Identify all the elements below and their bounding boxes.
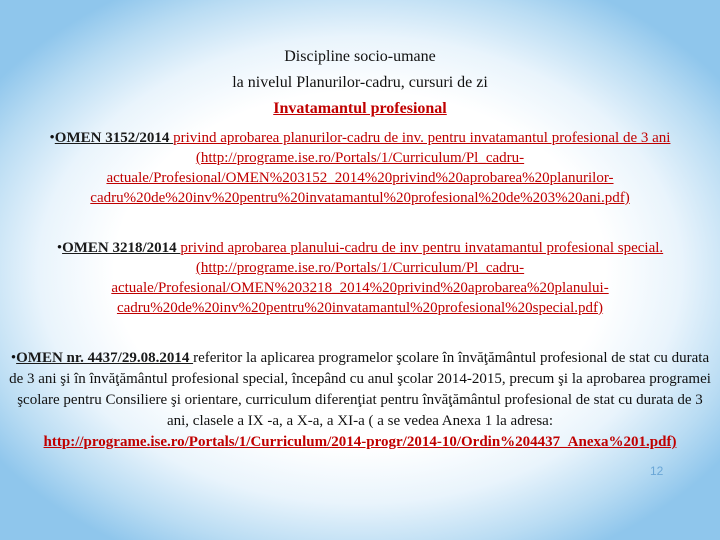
slide-title: [0, 44, 720, 122]
order-description: referitor la aplicarea programelor şcolare în învăţământul profesional de stat cu durata de 3 ani şi în învăţământul profesional special, începând cu anul şcolar 2014-2015, precum şi la aprobarea programei şcolare pentru Consiliere şi orientare, curriculum diferenţiat pentru învăţământul profesional de stat cu durata de 3 ani, clasele a IX -a, a X-a, a XI-a ( a se vedea Anexa 1 la adresa:: [9, 350, 711, 429]
bullet: •: [49, 130, 55, 146]
title-line-3: Invatamantul profesional: [273, 100, 447, 117]
list-item-omen-3152: [8, 128, 712, 208]
order-reference[interactable]: OMEN nr. 4437/29.08.2014: [16, 350, 194, 366]
list-item-omen-3218: [8, 238, 712, 318]
order-link[interactable]: privind aprobarea planurilor-cadru de inv. pentru invatamantul profesional de 3 ani (http://programe.ise.ro/Portals/1/Curriculum/Pl_cadru-actuale/Profesional/OMEN%203152_2014%20privind%20aprobarea%20planurilor-cadru%20de%20inv%20pentru%20invatamantul%20profesional%20de%203%20ani.pdf): [90, 130, 671, 206]
page-number: 12: [650, 464, 664, 478]
order-reference[interactable]: OMEN 3218/2014: [62, 240, 181, 256]
list-item-omen-4437: [8, 348, 712, 453]
bullet: •: [10, 350, 17, 366]
title-line-2: la nivelul Planurilor-cadru, cursuri de zi: [232, 74, 488, 91]
order-reference[interactable]: OMEN 3152/2014: [54, 130, 174, 146]
order-link[interactable]: privind aprobarea planului-cadru de inv pentru invatamantul profesional special.(http://programe.ise.ro/Portals/1/Curriculum/Pl_cadru-actuale/Profesional/OMEN%203218_2014%20privind%20aprobarea%20planului-cadru%20de%20inv%20pentru%20invatamantul%20profesional%20special.pdf): [111, 240, 664, 316]
title-line-1: Discipline socio-umane: [284, 48, 436, 65]
bullet: •: [56, 240, 63, 256]
annex-link[interactable]: http://programe.ise.ro/Portals/1/Curriculum/2014-progr/2014-10/Ordin%204437_Anexa%201.pdf): [43, 434, 677, 450]
